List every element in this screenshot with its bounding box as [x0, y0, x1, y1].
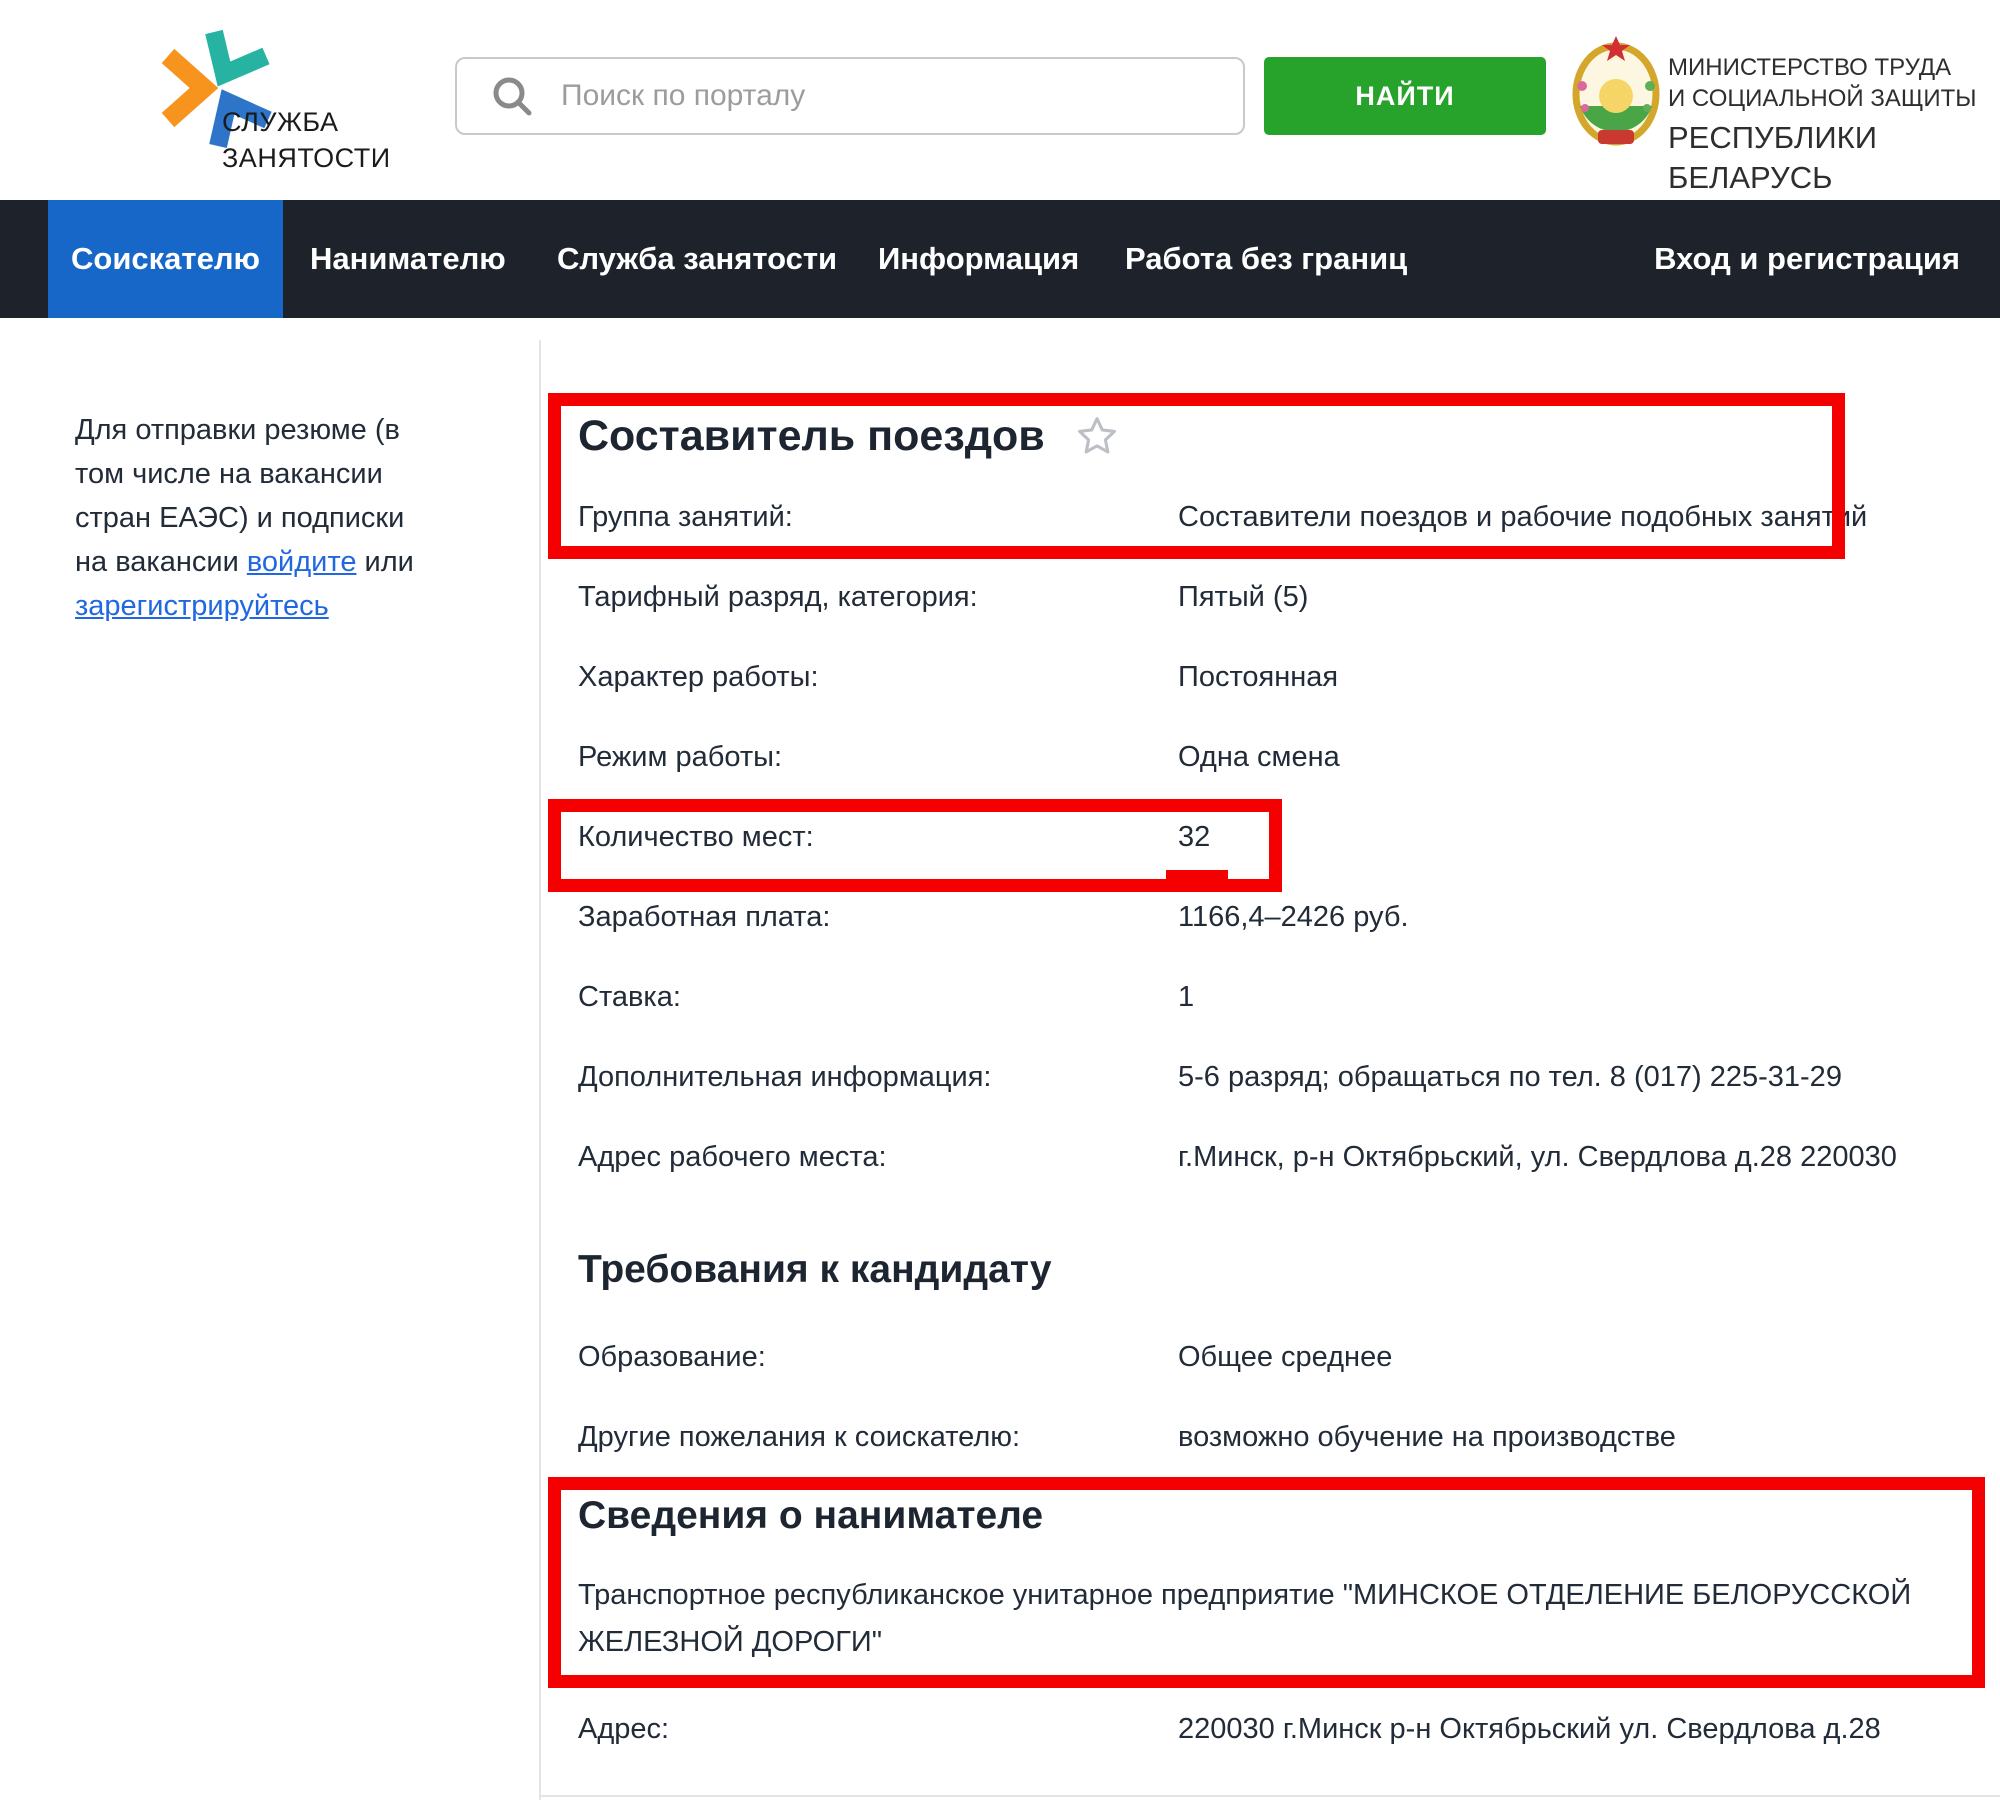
content-divider	[539, 340, 541, 1800]
register-link[interactable]: зарегистрируйтесь	[75, 590, 329, 622]
field-value: г.Минск, р-н Октябрьский, ул. Свердлова д.28 220030	[1178, 1141, 1897, 1173]
section-divider	[540, 1795, 2000, 1797]
nav-tab-employer[interactable]: Нанимателю	[310, 241, 506, 276]
field-value: 220030 г.Минск р-н Октябрьский ул. Свердлова д.28	[1178, 1713, 1881, 1745]
vacancy-fields	[578, 500, 1985, 1220]
sidebar-note-or: или	[364, 546, 414, 578]
requirements-fields	[578, 1340, 1985, 1500]
field-row-other-wishes	[578, 1420, 1985, 1500]
field-row-salary	[578, 900, 1985, 980]
field-value: 5-6 разряд; обращаться по тел. 8 (017) 225-31-29	[1178, 1061, 1842, 1093]
ministry-line3: РЕСПУБЛИКИ БЕЛАРУСЬ	[1668, 120, 1878, 195]
main-navigation	[0, 200, 2000, 318]
field-label: Количество мест:	[578, 821, 814, 853]
ministry-title	[1668, 52, 2000, 198]
employer-name: Транспортное республиканское унитарное предприятие "МИНСКОЕ ОТДЕЛЕНИЕ БЕЛОРУССКОЙ ЖЕЛЕЗНОЙ ДОРОГИ"	[578, 1579, 1912, 1658]
field-value: возможно обучение на производстве	[1178, 1421, 1676, 1453]
field-label: Группа занятий:	[578, 501, 793, 533]
field-row-rate	[578, 980, 1985, 1060]
search-submit-button[interactable]: НАЙТИ	[1264, 57, 1546, 135]
sidebar-note-text: Для отправки резюме (в том числе на вакансии стран ЕАЭС) и подписки на вакансии	[75, 414, 405, 578]
sidebar-login-note	[75, 408, 420, 628]
field-label: Образование:	[578, 1341, 766, 1373]
vacancy-title: Составитель поездов	[578, 412, 1045, 460]
employer-heading: Сведения о нанимателе	[578, 1494, 1044, 1537]
field-row-education	[578, 1340, 1985, 1420]
login-link[interactable]: войдите	[246, 546, 357, 578]
field-value: 1166,4–2426 руб.	[1178, 901, 1409, 933]
field-row-occupation-group	[578, 500, 1985, 580]
nav-tab-information[interactable]: Информация	[878, 241, 1080, 276]
field-label: Ставка:	[578, 981, 681, 1013]
logo-line1: СЛУЖБА	[222, 107, 339, 137]
belarus-coat-of-arms-icon	[1572, 34, 1660, 153]
nav-tab-employment-service[interactable]: Служба занятости	[557, 241, 838, 276]
field-row-tariff-grade	[578, 580, 1985, 660]
nav-tab-jobseeker[interactable]: Соискателю	[48, 200, 283, 318]
favorite-star-icon[interactable]	[1075, 414, 1119, 458]
logo-text	[222, 104, 391, 176]
field-value: Составители поездов и рабочие подобных занятий	[1178, 501, 1868, 533]
field-label: Другие пожелания к соискателю:	[578, 1421, 1021, 1453]
field-value: Одна смена	[1178, 741, 1340, 773]
field-label: Адрес рабочего места:	[578, 1141, 887, 1173]
field-row-work-mode	[578, 740, 1985, 820]
vacancy-count-value: 32	[1178, 821, 1211, 853]
search-input[interactable]	[559, 78, 1183, 114]
nav-tab-work-without-borders[interactable]: Работа без границ	[1125, 241, 1408, 276]
requirements-heading: Требования к кандидату	[578, 1248, 1052, 1291]
field-label: Характер работы:	[578, 661, 819, 693]
field-label: Заработная плата:	[578, 901, 831, 933]
field-value: Постоянная	[1178, 661, 1339, 693]
field-label: Адрес:	[578, 1713, 670, 1745]
logo-line2: ЗАНЯТОСТИ	[222, 143, 391, 173]
field-row-vacancy-count	[578, 820, 1985, 900]
field-row-work-address	[578, 1140, 1985, 1220]
field-value: Общее среднее	[1178, 1341, 1393, 1373]
field-row-additional-info	[578, 1060, 1985, 1140]
field-value: 1	[1178, 981, 1195, 1013]
field-row-employer-address	[578, 1712, 1985, 1792]
field-value: Пятый (5)	[1178, 581, 1309, 613]
ministry-line2: И СОЦИАЛЬНОЙ ЗАЩИТЫ	[1668, 85, 1977, 112]
ministry-line1: МИНИСТЕРСТВО ТРУДА	[1668, 54, 1952, 81]
field-label: Тарифный разряд, категория:	[578, 581, 978, 613]
field-label: Дополнительная информация:	[578, 1061, 992, 1093]
employer-fields	[578, 1712, 1985, 1792]
search-icon	[491, 75, 533, 117]
field-row-work-nature	[578, 660, 1985, 740]
nav-login-registration[interactable]: Вход и регистрация	[1654, 241, 1960, 276]
portal-search	[455, 57, 1245, 135]
field-label: Режим работы:	[578, 741, 783, 773]
header	[0, 0, 2000, 200]
